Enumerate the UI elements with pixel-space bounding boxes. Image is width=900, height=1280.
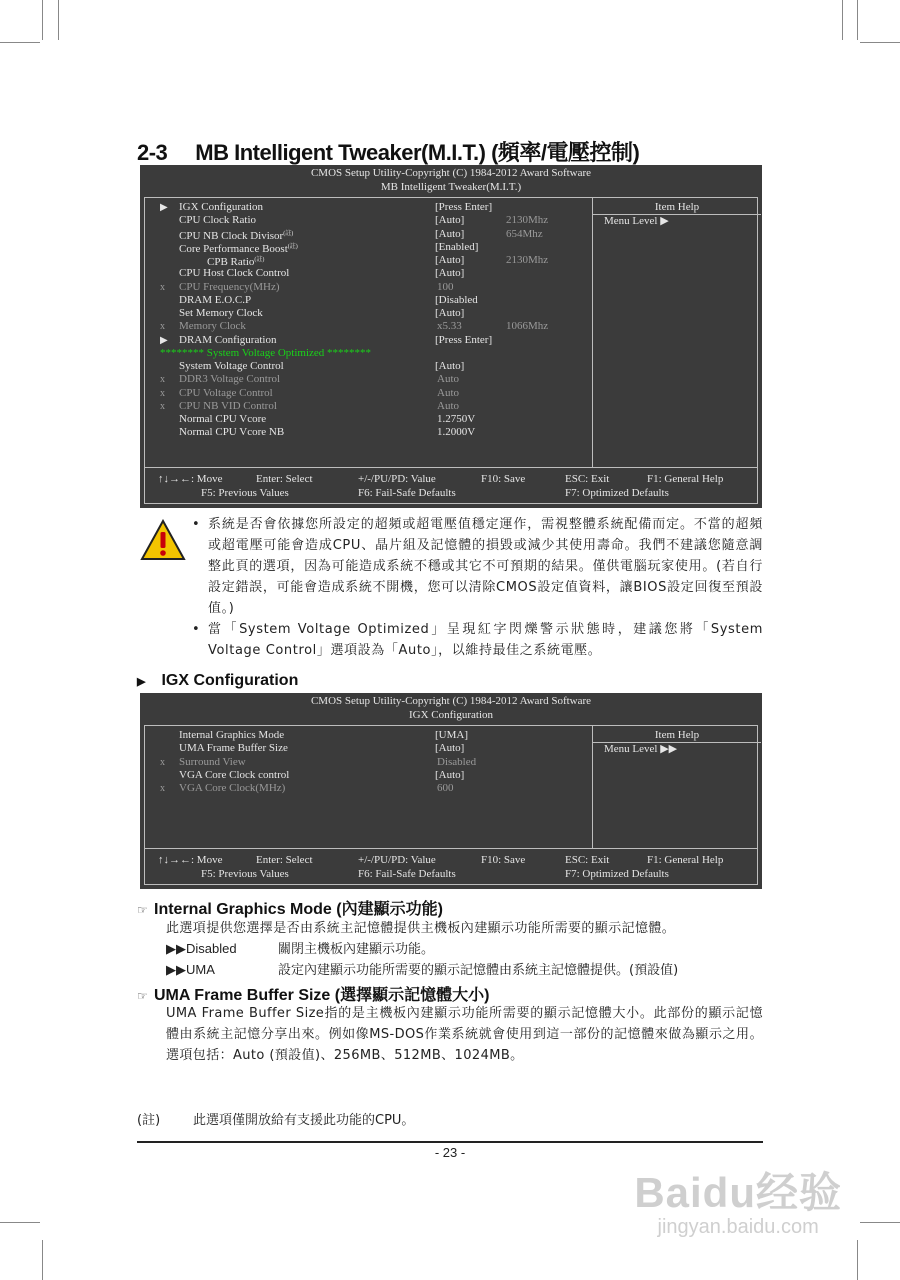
setting-label: ******** System Voltage Optimized ******** — [160, 346, 372, 359]
watermark-url: jingyan.baidu.com — [657, 1216, 819, 1238]
setting-label: DRAM E.O.C.P — [179, 293, 252, 306]
disabled-marker: x — [160, 400, 165, 412]
warning-bullet-1 — [192, 514, 763, 619]
pointing-hand-icon: ☞ — [137, 903, 148, 917]
pointing-hand-icon: ☞ — [137, 989, 148, 1003]
setting-label: CPU Host Clock Control — [179, 267, 290, 280]
setting-row[interactable] — [145, 782, 585, 795]
warning-text-1: 系統是否會依據您所設定的超頻或超電壓值穩定運作，需視整體系統配備而定。不當的超頻或超電壓可能會造成CPU、晶片組及記憶體的損毀或減少其使用壽命。我們不建議您隨意調整此頁的選項，因為可能造成系統不穩或其它不可預期的結果。僅供電腦玩家使用。(若自行設定錯誤，可能會造成系統不開機，您可以清除CMOS設定值資料，讓BIOS設定回復至預設值。) — [208, 517, 763, 616]
setting-value: 1.2000V — [437, 426, 476, 439]
setting-row[interactable] — [145, 281, 585, 294]
disabled-marker: x — [160, 321, 165, 333]
setting-value: Disabled — [437, 755, 477, 768]
item-help-title: Item Help — [654, 201, 700, 213]
bios-screen-igx — [140, 693, 762, 889]
bios-screen-title: IGX Configuration — [408, 709, 493, 721]
setting-label: IGX Configuration — [179, 201, 264, 213]
setting-row[interactable] — [145, 387, 585, 400]
bios-screen-mit — [140, 165, 762, 508]
setting-value: [Enabled] — [435, 240, 479, 253]
item-help-title: Item Help — [654, 729, 700, 741]
setting-label: VGA Core Clock(MHz) — [179, 782, 286, 794]
option-uma — [166, 960, 678, 981]
double-arrow-icon: ▶▶ — [166, 941, 186, 956]
setting-row[interactable] — [145, 756, 585, 769]
setting-row[interactable] — [145, 729, 585, 742]
setting-row[interactable] — [145, 413, 585, 426]
panel-divider — [592, 726, 593, 849]
setting-value: [Auto] — [435, 360, 465, 372]
setting-value: [Press Enter] — [435, 333, 493, 346]
setting-label: CPU Frequency(MHz) — [179, 280, 280, 293]
watermark-logo: Baidu经验 — [634, 1169, 842, 1216]
internal-graphics-title: Internal Graphics Mode (內建顯示功能) — [154, 901, 443, 918]
crop-mark — [842, 0, 843, 40]
setting-row[interactable] — [145, 294, 585, 307]
disabled-marker: x — [160, 281, 165, 293]
setting-label: Set Memory Clock — [179, 307, 263, 319]
setting-value: [UMA] — [435, 729, 468, 741]
key-move: ↑↓→←: Move — [158, 854, 223, 866]
warning-icon — [140, 519, 186, 565]
key-help: F1: General Help — [647, 854, 724, 866]
disabled-marker: x — [160, 756, 165, 768]
setting-row[interactable] — [145, 214, 585, 227]
setting-row[interactable] — [145, 347, 585, 360]
footer-divider — [145, 467, 757, 468]
uma-buffer-desc: UMA Frame Buffer Size指的是主機板內建顯示功能所需要的顯示記憶體大小。此部份的顯示記憶體由系統主記憶分享出來。例如像MS-DOS作業系統就會使用到這一部份的記憶體來做為顯示之用。選項包括：Auto (預設值)、256MB、512MB、1024MB。 — [166, 1006, 763, 1063]
igx-section-title: IGX Configuration — [161, 672, 299, 689]
setting-row[interactable] — [145, 769, 585, 782]
key-value: +/-/PU/PD: Value — [358, 473, 436, 485]
setting-row[interactable] — [145, 241, 585, 254]
setting-row[interactable] — [145, 307, 585, 320]
key-save: F10: Save — [481, 854, 526, 866]
bios-copyright: CMOS Setup Utility-Copyright (C) 1984-2012 Award Software — [310, 167, 592, 179]
disabled-marker: x — [160, 783, 165, 794]
key-help: F1: General Help — [647, 473, 724, 485]
crop-mark — [857, 1240, 858, 1280]
internal-graphics-desc: 此選項提供您選擇是否由系統主記憶體提供主機板內建顯示功能所需要的顯示記憶體。 — [166, 921, 676, 936]
setting-value: 100 — [437, 280, 454, 293]
setting-readout: 2130Mhz — [506, 254, 549, 266]
setting-value: [Auto] — [435, 267, 465, 280]
double-arrow-icon: ▶▶ — [166, 962, 186, 977]
setting-row[interactable] — [145, 334, 585, 347]
crop-mark — [42, 0, 43, 40]
note-marker: (註) — [287, 243, 298, 250]
setting-value: 1.2750V — [437, 413, 476, 425]
key-previous: F5: Previous Values — [201, 868, 289, 880]
internal-graphics-heading — [137, 896, 443, 919]
setting-value: x5.33 — [437, 320, 462, 333]
setting-value: [Auto] — [435, 254, 465, 266]
section-number: 2-3 — [137, 140, 168, 165]
triangle-right-icon: ▶ — [137, 676, 146, 688]
setting-row[interactable] — [145, 742, 585, 755]
footer-rule — [137, 1141, 763, 1143]
footnote — [137, 1109, 414, 1128]
setting-label: DDR3 Voltage Control — [179, 373, 281, 386]
setting-label: CPU NB Clock Divisor$^{(註)}$ — [179, 229, 294, 242]
key-exit: ESC: Exit — [565, 473, 610, 485]
setting-value: Auto — [437, 373, 459, 386]
option-desc: 設定內建顯示功能所需要的顯示記憶體由系統主記憶體提供。(預設值) — [278, 963, 679, 978]
crop-mark — [0, 1222, 40, 1223]
note-marker: (註) — [254, 257, 265, 263]
setting-label: Normal CPU Vcore NB — [179, 426, 285, 439]
disabled-marker: x — [160, 374, 165, 386]
option-name: Disabled — [186, 941, 237, 956]
igx-section-heading — [137, 672, 298, 690]
setting-row[interactable] — [145, 254, 585, 267]
setting-label: CPU NB VID Control — [179, 399, 277, 412]
setting-label: CPU Clock Ratio — [179, 214, 257, 227]
setting-row[interactable] — [145, 267, 585, 280]
crop-mark — [0, 42, 40, 43]
setting-row[interactable] — [145, 201, 585, 214]
option-disabled — [166, 939, 434, 960]
setting-readout: 1066Mhz — [506, 320, 549, 333]
crop-mark — [857, 0, 858, 40]
setting-label: CPB Ratio$^{(註)}$ — [207, 256, 265, 268]
option-desc: 關閉主機板內建顯示功能。 — [278, 942, 435, 957]
menu-level: Menu Level ▶ — [604, 215, 669, 227]
setting-value: [Auto] — [435, 742, 465, 755]
setting-value: Auto — [437, 386, 459, 399]
key-optimized: F7: Optimized Defaults — [565, 868, 669, 880]
bios-screen-title: MB Intelligent Tweaker(M.I.T.) — [380, 181, 522, 193]
setting-value: [Auto] — [435, 214, 465, 227]
option-name: UMA — [186, 962, 215, 977]
bios-header — [140, 693, 762, 722]
bios-header — [140, 165, 762, 194]
setting-row[interactable] — [145, 320, 585, 333]
bullet-dot: • — [192, 517, 201, 532]
warning-bullet-2 — [192, 619, 763, 661]
crop-mark — [860, 1222, 900, 1223]
setting-label: UMA Frame Buffer Size — [179, 742, 288, 755]
menu-level: Menu Level ▶▶ — [604, 743, 678, 755]
watermark — [634, 1160, 842, 1239]
key-enter: Enter: Select — [256, 473, 313, 485]
footnote-tag: (註) — [137, 1113, 161, 1128]
setting-value: [Disabled — [435, 293, 478, 306]
setting-value: [Auto] — [435, 307, 465, 319]
key-value: +/-/PU/PD: Value — [358, 854, 436, 866]
setting-label: Surround View — [179, 755, 246, 768]
setting-value: 600 — [437, 782, 454, 794]
setting-label: Normal CPU Vcore — [179, 413, 267, 425]
key-failsafe: F6: Fail-Safe Defaults — [358, 487, 456, 499]
key-previous: F5: Previous Values — [201, 487, 289, 499]
setting-row[interactable] — [145, 426, 585, 439]
setting-label: VGA Core Clock control — [179, 768, 290, 781]
bullet-dot: • — [192, 622, 201, 637]
key-save: F10: Save — [481, 473, 526, 485]
setting-row[interactable] — [145, 228, 585, 241]
panel-divider — [592, 198, 593, 468]
setting-row[interactable] — [145, 373, 585, 386]
footer-divider — [145, 848, 757, 849]
section-title: MB Intelligent Tweaker(M.I.T.) (頻率/電壓控制) — [195, 140, 640, 165]
crop-mark — [58, 0, 59, 40]
setting-label: Core Performance Boost$^{(註)}$ — [179, 242, 298, 255]
bios-panel — [144, 197, 758, 504]
setting-label: CPU Voltage Control — [179, 386, 273, 399]
bios-panel — [144, 725, 758, 885]
setting-value: [Auto] — [435, 768, 465, 781]
page-number: - 23 - — [434, 1145, 466, 1160]
key-optimized: F7: Optimized Defaults — [565, 487, 669, 499]
setting-value: Auto — [437, 399, 459, 412]
key-enter: Enter: Select — [256, 854, 313, 866]
setting-label: Internal Graphics Mode — [179, 729, 285, 741]
bios-copyright: CMOS Setup Utility-Copyright (C) 1984-2012 Award Software — [310, 695, 592, 707]
crop-mark — [860, 42, 900, 43]
setting-label: Memory Clock — [179, 320, 246, 333]
disabled-marker: x — [160, 387, 165, 399]
warning-text-2: 當「System Voltage Optimized」呈現紅字閃爍警示狀態時，建議您將「System Voltage Control」選項設為「Auto」，以維持最佳之系統電壓。 — [208, 622, 763, 658]
footnote-text: 此選項僅開放給有支援此功能的CPU。 — [193, 1113, 415, 1128]
key-failsafe: F6: Fail-Safe Defaults — [358, 868, 456, 880]
crop-mark — [42, 1240, 43, 1280]
setting-row[interactable] — [145, 360, 585, 373]
note-marker: (註) — [283, 230, 294, 237]
uma-buffer-title: UMA Frame Buffer Size (選擇顯示記憶體大小) — [154, 987, 490, 1004]
key-move: ↑↓→←: Move — [158, 473, 223, 485]
page-title — [137, 136, 639, 167]
setting-label: System Voltage Control — [179, 360, 284, 372]
setting-value: [Press Enter] — [435, 201, 493, 213]
setting-value: [Auto] — [435, 227, 465, 240]
submenu-arrow-icon: ▶ — [160, 334, 168, 346]
uma-buffer-heading — [137, 982, 489, 1005]
setting-label: DRAM Configuration — [179, 333, 277, 346]
setting-readout: 2130Mhz — [506, 214, 549, 227]
submenu-arrow-icon: ▶ — [160, 202, 168, 213]
setting-row[interactable] — [145, 400, 585, 413]
setting-readout: 654Mhz — [506, 227, 543, 240]
key-exit: ESC: Exit — [565, 854, 610, 866]
